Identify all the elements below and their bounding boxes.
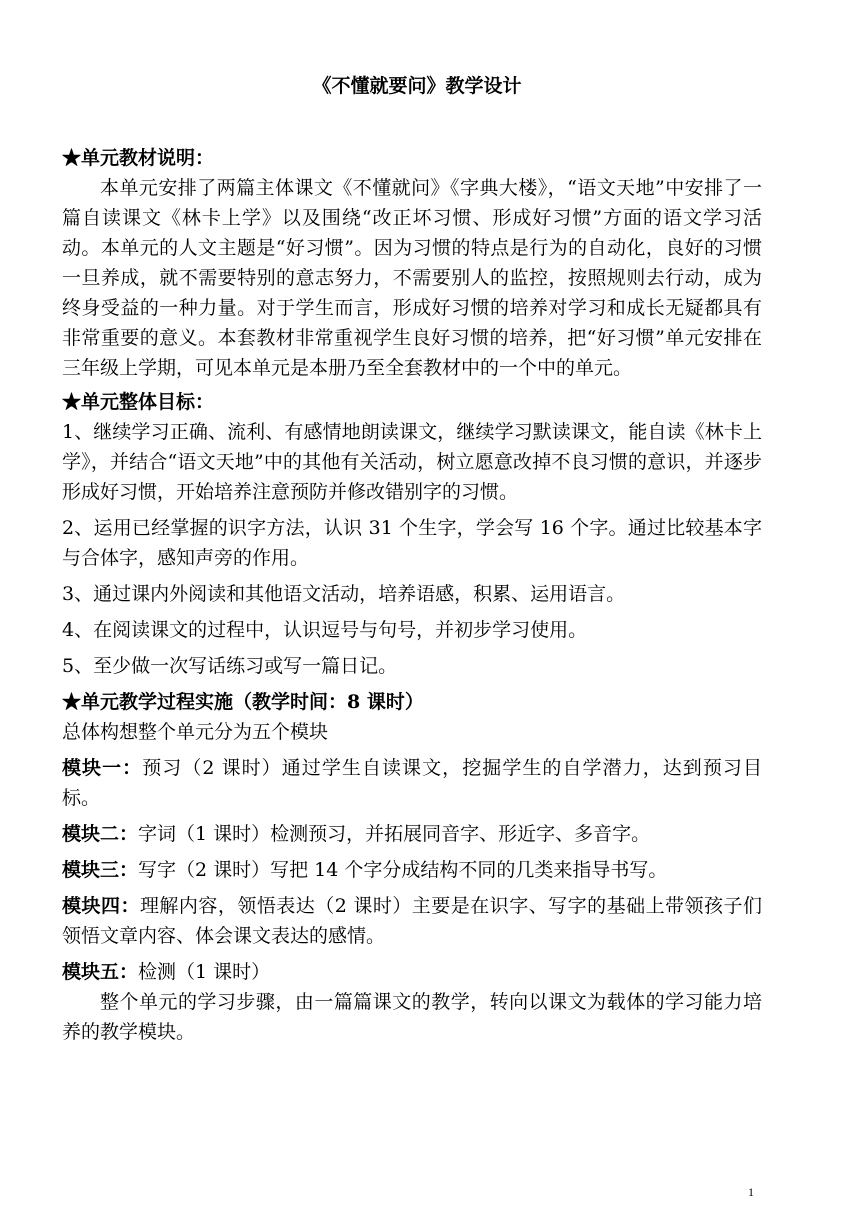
module-label: 模块五：: [62, 961, 139, 983]
process-intro: 总体构想整个单元分为五个模块: [62, 721, 329, 743]
module-item-2: [62, 819, 762, 849]
document-body: [62, 143, 762, 1047]
goal-item-4: 4、在阅读课文的过程中，认识逗号与句号，并初步学习使用。: [62, 619, 588, 641]
closing-paragraph: 整个单元的学习步骤，由一篇篇课文的教学，转向以课文为载体的学习能力培养的教学模块。: [62, 991, 762, 1043]
goal-item-5: 5、至少做一次写话练习或写一篇日记。: [62, 655, 398, 677]
goal-item-3: 3、通过课内外阅读和其他语文活动，培养语感，积累、运用语言。: [62, 583, 626, 605]
goal-item-1: 1、继续学习正确、流利、有感情地朗读课文，继续学习默读课文，能自读《林卡上学》，并结合“语文天地”中的其他有关活动，树立愿意改掉不良习惯的意识，并逐步形成好习惯，开始培养注意预防并修改错别字的习惯。: [62, 421, 762, 503]
module-text: 字词（1 课时）检测预习，并拓展同音字、形近字、多音字。: [138, 823, 651, 845]
materials-paragraph: 本单元安排了两篇主体课文《不懂就问》《字典大楼》，“语文天地”中安排了一篇自读课文《林卡上学》以及围绕“改正坏习惯、形成好习惯”方面的语文学习活动。本单元的人文主题是“好习惯”。因为习惯的特点是行为的自动化，良好的习惯一旦养成，就不需要特别的意志努力，不需要别人的监控，按照规则去行动，成为终身受益的一种力量。对于学生而言，形成好习惯的培养对学习和成长无疑都具有非常重要的意义。本套教材非常重视学生良好习惯的培养，把“好习惯”单元安排在三年级上学期，可见本单元是本册乃至全套教材中的一个中的单元。: [62, 177, 762, 379]
section-heading-goals: ★单元整体目标：: [62, 391, 215, 413]
section-heading-materials: ★单元教材说明：: [62, 147, 215, 169]
module-label: 模块三：: [62, 859, 139, 881]
module-text: 理解内容，领悟表达（2 课时）主要是在识字、写字的基础上带领孩子们领悟文章内容、体会课文表达的感情。: [62, 895, 762, 947]
module-item-5: [62, 957, 762, 987]
module-item-4: [62, 891, 762, 951]
module-label: 模块四：: [62, 895, 140, 917]
document-title: 《不懂就要问》教学设计: [312, 75, 522, 97]
module-label: 模块二：: [62, 823, 139, 845]
module-item-3: [62, 855, 762, 885]
module-text: 写字（2 课时）写把 14 个字分成结构不同的几类来指导书写。: [138, 859, 668, 881]
page-number: 1: [748, 1185, 754, 1199]
module-item-1: [62, 753, 762, 813]
goal-item-2: 2、运用已经掌握的识字方法，认识 31 个生字，学会写 16 个字。通过比较基本字与合体字，感知声旁的作用。: [62, 517, 762, 569]
module-text: 检测（1 课时）: [138, 961, 271, 983]
module-text: 预习（2 课时）通过学生自读课文，挖掘学生的自学潜力，达到预习目标。: [62, 757, 762, 809]
section-heading-process: ★单元教学过程实施（教学时间：8 课时）: [62, 691, 424, 713]
module-label: 模块一：: [62, 757, 143, 779]
